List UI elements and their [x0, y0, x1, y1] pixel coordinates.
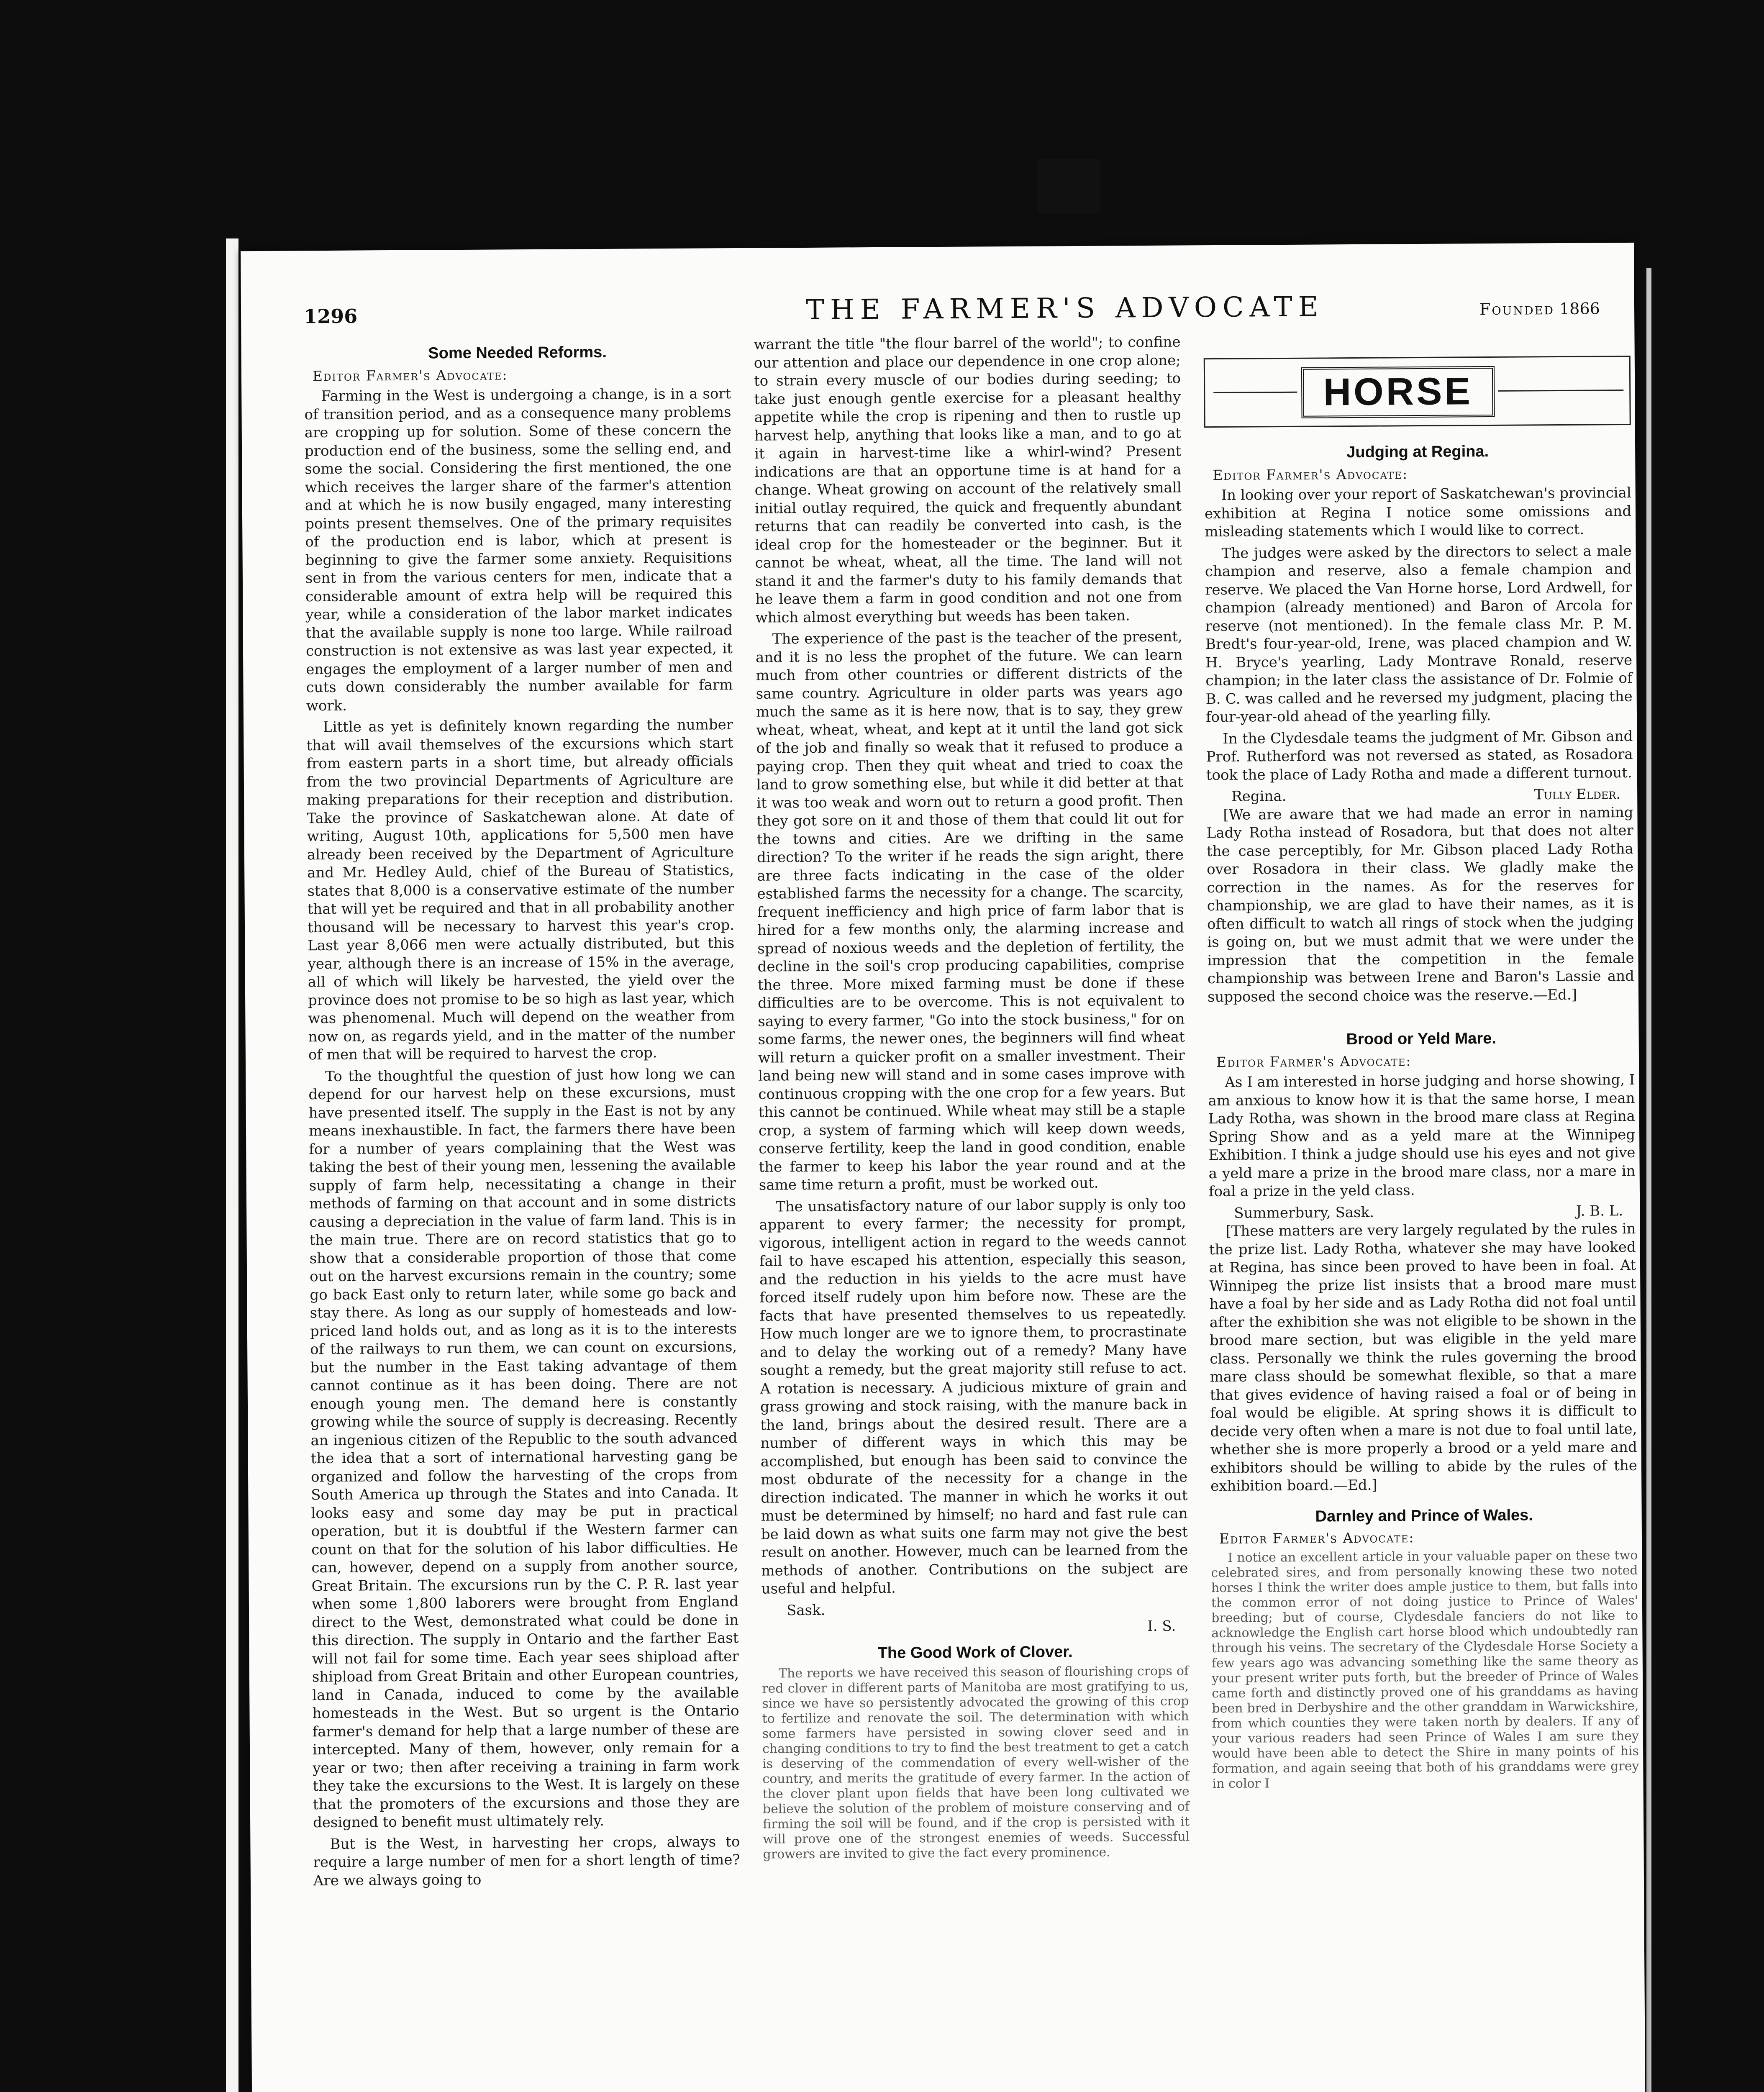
signature-name: J. B. L.: [1576, 1202, 1623, 1220]
signature-line: [1206, 785, 1633, 806]
paragraph: Little as yet is definitely known regarding the number that will avail themselves of the excursions which start from eastern parts in a short time, but already officials from the two provincial Departments of Agriculture are making preparations for their reception and distribution. Take the province of Saskatchewan alone. At date of writing, August 10th, applications for 5,500 men have already been received by the Department of Agriculture and Mr. Hedley Auld, chief of the Bureau of Statistics, states that 8,000 is a conservative estimate of the number that will yet be required and that in all probability another thousand will be necessary to harvest this year's crop. Last year 8,066 men were actually distributed, but this year, although there is an increase of 15% in the average, all of which will likely be harvested, the yield over the province does not promise to be so high as last year, which was phenomenal. Much will depend on the weather from now on, as regards yield, and in the matter of the number of men that will be required to harvest the crop.: [306, 716, 735, 1064]
founded-word: Founded: [1479, 300, 1555, 319]
paragraph: warrant the title "the flour barrel of the world"; to confine our attention and place our dependence in one crop alone; to strain every muscle of our bodies during seeding; to take just enough gentle exercise for a pleasant healthy appetite while the crop is ripening and then to rustle up harvest help, anything that looks like a man, and to go at it again in harvest-time like a whirl-wind? Present indications are that an opportune time is at hand for a change. Wheat growing on account of the relatively small initial outlay required, the quick and frequently abundant returns that can readily be converted into cash, is the ideal crop for the homesteader or the beginner. But it cannot be wheat, wheat, all the time. The land will not stand it and the farmer's duty to his family demands that he leave them a farm in good condition and not one from which almost everything but weeds has been taken.: [754, 333, 1182, 626]
newspaper-page: [241, 243, 1646, 2092]
article-title-judging: Judging at Regina.: [1346, 443, 1489, 461]
article-title-clover: The Good Work of Clover.: [877, 1643, 1073, 1662]
masthead: THE FARMER'S ADVOCATE: [805, 290, 1324, 326]
section-banner: [1204, 356, 1631, 428]
paragraph-clover: The reports we have received this season of flourishing crops of red clover in different parts of Manitoba are most gratifying to us, since we have so persistently advocated the growing of this crop to fertilize and renovate the soil. The determination with which some farmers have persisted in sowing clover seed and in changing conditions to try to find the best treatment to get a catch is deserving of the commendation of every well-wisher of the country, and merits the gratitude of every farmer. In the action of the clover plant upon fields that have been long cultivated we believe the solution of the problem of moisture conserving and of firming the soil will be found, and if the crop is persisted with it will prove one of the strongest enemies of weeds. Successful growers are invited to give the fact every prominence.: [762, 1664, 1190, 1862]
paragraph-darnley: I notice an excellent article in your valuable paper on these two celebrated sires, and from personally knowing these two noted horses I think the writer does ample justice to them, but falls into the common error of not doing justice to Prince of Wales' breeding; but of course, Clydesdale fanciers do not like to acknowledge the English cart horse blood which undoubtedly ran through his veins. The secretary of the Clydesdale Horse Society a few years ago was advancing something like the same theory as your present writer puts forth, but the breeder of Prince of Wales came forth and distinctly proved one of his granddams as having been bred in Derbyshire and the other granddam in Warwickshire, from which counties they were taken north by dealers. If any of your various readers had seen Prince of Wales I am sure they would have been able to detect the Shire in many points of his formation, and again seeing that both of his granddams were grey in color I: [1211, 1548, 1639, 1791]
page-edge-left: [226, 238, 238, 2092]
page-header: [241, 280, 1635, 339]
signature-place: Sask.: [786, 1602, 826, 1619]
column-2: [754, 333, 1190, 1865]
page-number: 1296: [303, 305, 358, 328]
signature-name: I. S.: [1147, 1618, 1176, 1635]
paragraph: But is the West, in harvesting her crops, always to require a large number of men for a short length of time? Are we always going to: [313, 1833, 740, 1889]
editor-line: Editor Farmer's Advocate:: [1213, 465, 1408, 483]
signature-place: Regina.: [1231, 787, 1287, 805]
signature-name: Tully Elder.: [1534, 786, 1621, 803]
paragraph: To the thoughtful the question of just how long we can depend for our harvest help on these excursions, must have presented itself. The supply in the East is not by any means inexhaustible. In fact, the farmers there have been for a number of years complaining that the West was taking the best of their young men, lessening the available supply of farm help, necessitating a change in their methods of farming on that account and in some districts causing a depreciation in the value of farm land. This is in the main true. There are on record statistics that go to show that a considerable proportion of those that come out on the harvest excursions remain in the country; some go back East only to return later, while some go back and stay there. As long as our supply of homesteads and low-priced land holds out, and as long as it is to the interests of the railways to run them, we can count on excursions, but the number in the East taking advantage of them cannot continue as it has been doing. There are not enough young men. The demand here is constantly growing while the source of supply is decreasing. Recently an ingenious citizen of the Republic to the south advanced the idea that a sort of international harvesting gang be organized and follow the harvesting of the crops from South America up through the States and into Canada. It looks easy and some day may be put in practical operation, but it is doubtful if the Western farmer can count on that for the solution of his labor difficulties. He can, however, depend on a supply from another source, Great Britain. The excursions run by the C. P. R. last year when some 1,800 laborers were brought from England direct to the West, demonstrated what could be done in this direction. The supply in Ontario and the farther East will not fail for some time. Each year sees shipload after shipload from Great Britain and other European countries, land in Canada, induced to come by the available homesteads in the West. But so urgent is the Ontario farmer's demand for help that a large number of these are intercepted. Many of them, however, only remain for a year or two; then after receiving a training in farm work they take the excursions to the West. It is largely on these that the promoters of the excursions and those they are designed to benefit must ultimately rely.: [308, 1065, 740, 1831]
column-1: [304, 336, 740, 1893]
signature-place: Summerbury, Sask.: [1234, 1204, 1374, 1222]
banner-rule-right: [1498, 390, 1623, 392]
editor-note: [We are aware that we had made an error in naming Lady Rotha instead of Rosadora, but that does not alter the case perceptibly, for Mr. Gibson placed Lady Rotha over Rosadora in their class. We gladly make the correction in the names. As for the reserves for championship, we are glad to have their names, as it is often difficult to watch all rings of stock when the judging is going on, but we must admit that we were under the impression that the competition in the female championship was between Irene and Baron's Lassie and supposed the second choice was the reserve.—Ed.]: [1206, 804, 1634, 1005]
paragraph: The unsatisfactory nature of our labor supply is only too apparent to every farmer; the necessity for prompt, vigorous, intelligent action in regard to the weeds cannot fail to have escaped his attention, especially this season, and the reduction in his yields to the acre must have forced itself rudely upon him before now. These are the facts that have presented themselves to us repeatedly. How much longer are we to ignore them, to procrastinate and to delay the working out of a remedy? Many have sought a remedy, but the great majority still refuse to act. A rotation is necessary. A judicious mixture of grain and grass growing and stock raising, with the manure back in the land, brings about the desired result. There are a number of different ways in which this may be accomplished, but enough has been said to convince the most obdurate of the necessity for a change in the direction indicated. The manner in which he works it out must be determined by himself; no hard and fast rule can be laid down as what suits one farm may not give the best result on another. However, much can be learned from the methods of another. Contributions on the subject are useful and helpful.: [759, 1195, 1188, 1597]
editor-line: Editor Farmer's Advocate:: [312, 366, 508, 384]
article-title-brood: Brood or Yeld Mare.: [1346, 1029, 1496, 1049]
banner-rule-left: [1213, 392, 1297, 393]
signature-line: [1209, 1202, 1636, 1223]
founded-label: [1479, 299, 1600, 318]
paragraph: Farming in the West is undergoing a change, is in a sort of transition period, and as a consequence many problems are cropping up for solution. Some of these concern the production end of the business, some the selling end, and some the social. Considering the first mentioned, the one which receives the larger share of the farmer's attention and at which he is now busily engaged, many interesting points present themselves. One of the primary requisites of the production end is labor, which at present is beginning to give the farmer some anxiety. Requisitions sent in from the various centers for men, indicate that a considerable amount of extra help will be required this year, while a consideration of the labor market indicates that the available supply is none too large. While railroad construction is not extensive as was last year expected, it engages the employment of a larger number of men and cuts down considerably the number available for farm work.: [304, 385, 733, 714]
binder-clip: [1038, 159, 1100, 213]
column-3: [1203, 331, 1639, 1795]
paragraph: In looking over your report of Saskatchewan's provincial exhibition at Regina I notice some omissions and misleading statements which I would like to correct.: [1204, 484, 1632, 541]
founded-year: 1866: [1559, 299, 1600, 318]
article-title-reforms: Some Needed Reforms.: [428, 343, 607, 362]
paragraph: The judges were asked by the directors to select a male champion and reserve, also a female champion and reserve. We placed the Van Horne horse, Lord Ardwell, for champion (already mentioned) and Baron of Arcola for reserve (not mentioned). In the female class Mr. P. M. Bredt's four-year-old, Irene, was placed champion and W. H. Bryce's yearling, Lady Montrave Ronald, reserve champion; in the later class the assistance of Dr. Folmie of B. C. was called and he reversed my judgment, placing the four-year-old ahead of the yearling filly.: [1205, 542, 1633, 726]
article-title-darnley: Darnley and Prince of Wales.: [1315, 1506, 1533, 1525]
editor-line: Editor Farmer's Advocate:: [1219, 1529, 1415, 1547]
paragraph: As I am interested in horse judging and horse showing, I am anxious to know how it is that the same horse, I mean Lady Rotha, was shown in the brood mare class at Regina Spring Show and as a yeld mare at the Winnipeg Exhibition. I think a judge should use his eyes and not give a yeld mare a prize in the brood mare class, nor a mare in foal a prize in the yeld class.: [1208, 1071, 1636, 1200]
section-banner-label: HORSE: [1301, 366, 1495, 418]
editor-line: Editor Farmer's Advocate:: [1216, 1052, 1412, 1070]
paragraph: In the Clydesdale teams the judgment of Mr. Gibson and Prof. Rutherford was not reversed as stated, as Rosadora took the place of Lady Rotha and made a different turnout.: [1206, 728, 1633, 784]
paragraph: The experience of the past is the teacher of the present, and it is no less the prophet of the future. We can learn much from other countries or different districts of the same country. Agriculture in older parts was years ago much the same as it is here now, that is to say, they grew wheat, wheat, wheat, and kept at it until the land got sick of the job and finally so weak that it refused to produce a paying crop. Then they quit wheat and tried to coax the land to grow something else, but while it did better at that it was too weak and worn out to return a good profit. Then they got sore on it and those of them that could lit out for the towns and cities. Are we drifting in the same direction? To the writer if he reads the sign aright, there are three facts indicating in the case of the older established farms the necessity for a change. The scarcity, frequent inefficiency and high price of farm labor that is hired for a few months only, the alarming increase and spread of noxious weeds and the depletion of fertility, the decline in the soil's crop producing capabilities, comprise the three. More mixed farming must be done if these difficulties are to be overcome. This is not equivalent to saying to every farmer, "Go into the stock business," for on some farms, the newer ones, the beginners will find wheat will return a quicker profit on a smaller investment. Their land being new will stand and in some cases improve with continuous cropping with the one crop for a few years. But this cannot be continued. While wheat may still be a staple crop, a system of farming which will keep down weeds, conserve fertility, keep the land in good condition, enable the farmer to keep his labor the year round and at the same time return a profit, must be worked out.: [755, 628, 1186, 1194]
page-edge-right: [1646, 268, 1651, 2092]
editor-note: [These matters are very largely regulated by the rules in the prize list. Lady Rotha, whatever she may have looked at Regina, has since been proved to have been in foal. At Winnipeg the prize list insists that a brood mare must have a foal by her side and as Lady Rotha did not foal until after the exhibition she was not eligible to be shown in the brood mare section, but was eligible in the yeld mare class. Personally we think the rules governing the brood mare class should be somewhat flexible, so that a mare that gives evidence of having raised a foal or of being in foal would be eligible. At spring shows it is difficult to decide very often when a mare is not due to foal until late, whether she is more properly a brood or a yeld mare and exhibitors should be willing to abide by the rules of the exhibition board.—Ed.]: [1209, 1220, 1638, 1495]
